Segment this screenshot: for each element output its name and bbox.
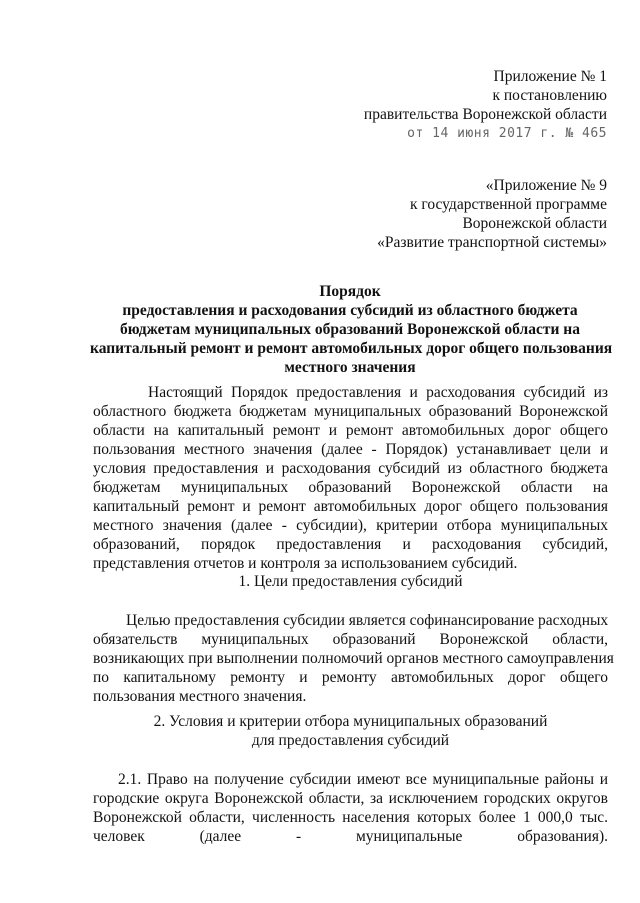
intro-line: капитальный ремонт и ремонт автомобильных дорог общего пользования [93, 498, 608, 515]
section-2-line: 2.1. Право на получение субсидии имеют все муниципальные районы и [118, 771, 608, 788]
appendix-9-header [377, 176, 607, 252]
appendix-9-region: Воронежской области [462, 215, 607, 232]
intro-line: областного бюджета бюджетам муниципальных образований Воронежской [93, 403, 608, 420]
title-line-5: местного значения [284, 359, 416, 376]
section-1-line: по капитальному ремонту и ремонту автомобильных дорог общего [93, 669, 608, 686]
section-2-heading-line-1: 2. Условия и критерии отбора муниципальных образований [153, 713, 548, 730]
intro-line: условия предоставления и расходования субсидий из областного бюджета [93, 460, 608, 477]
appendix-9-program-name: «Развитие транспортной системы» [377, 234, 607, 251]
section-2-line: Воронежской области, численность населения которых более 1 000,0 тыс. [93, 809, 608, 826]
intro-line: пользования местного значения (далее - Порядок) устанавливает цели и [93, 441, 608, 458]
title-line-3: бюджетам муниципальных образований Воронежской области на [120, 321, 580, 338]
appendix-1-header [364, 67, 607, 143]
intro-line: представления отчетов и контроля за использованием субсидий. [93, 555, 518, 572]
intro-line: бюджетам муниципальных образований Воронежской области на [93, 479, 608, 496]
section-1-heading-text: 1. Цели предоставления субсидий [238, 573, 463, 590]
section-2-line: городские округа Воронежской области, за исключением городских округов [93, 790, 608, 807]
section-1-line: возникающих при выполнении полномочий органов местного самоуправления [93, 650, 614, 667]
document-title [90, 282, 613, 377]
section-2-line: человек (далее - муниципальные образования). [93, 828, 608, 845]
appendix-1-to-decree: к постановлению [492, 87, 607, 104]
section-1-line: обязательств муниципальных образований Воронежской области, [93, 631, 608, 648]
section-2-paragraph [93, 770, 608, 846]
title-line-4: капитальный ремонт и ремонт автомобильных дорог общего пользования [90, 340, 613, 357]
title-line-1: Порядок [319, 283, 381, 300]
appendix-1-number: Приложение № 1 [493, 68, 607, 85]
title-line-2: предоставления и расходования субсидий из областного бюджета [122, 302, 578, 319]
intro-line: области на капитальный ремонт и ремонт автомобильных дорог общего [93, 422, 608, 439]
intro-paragraph [93, 383, 608, 573]
appendix-1-date-stamp: от 14 июня 2017 г. № 465 [407, 126, 607, 141]
section-1-line: Целью предоставления субсидии является софинансирование расходных [126, 612, 609, 629]
appendix-9-number: «Приложение № 9 [485, 177, 607, 194]
intro-line: Настоящий Порядок предоставления и расходования субсидий из [148, 384, 608, 401]
intro-line: местного значения (далее - субсидии), критерии отбора муниципальных [93, 517, 608, 534]
section-1-line: пользования местного значения. [93, 688, 307, 705]
intro-line: образований, порядок предоставления и расходования субсидий, [93, 536, 608, 553]
appendix-9-to-program: к государственной программе [409, 196, 607, 213]
section-2-heading [93, 712, 608, 750]
section-2-heading-line-2: для предоставления субсидий [251, 732, 450, 749]
section-1-paragraph [93, 611, 614, 706]
section-1-heading [93, 572, 608, 591]
appendix-1-government: правительства Воронежской области [363, 106, 607, 123]
